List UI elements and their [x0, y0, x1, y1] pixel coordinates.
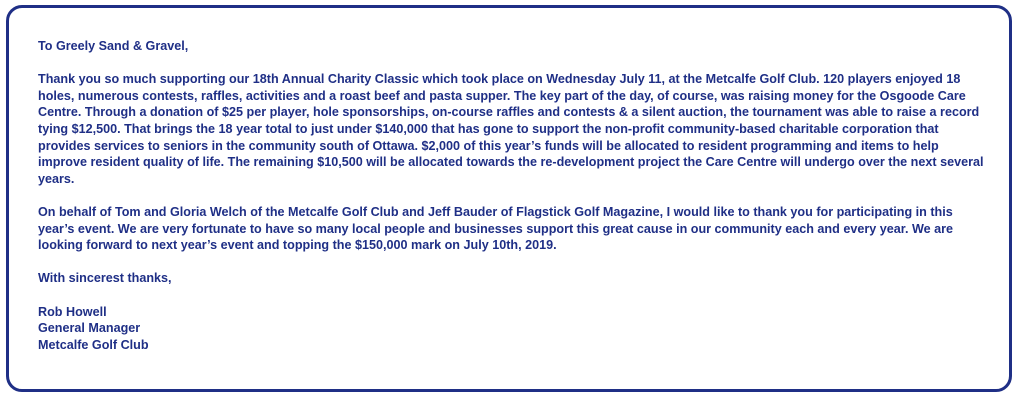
signature-name: Rob Howell	[38, 304, 107, 319]
salutation: To Greely Sand & Gravel,	[38, 39, 189, 53]
body-paragraph-2: On behalf of Tom and Gloria Welch of the Metcalfe Golf Club and Jeff Bauder of Flagstick Golf Magazine, I would like to thank you for participating in this year’s event. We are very fortunate to have so many local people and businesses support this great cause in our community each and every year. We are looking forward to next year’s event and topping the $150,000 mark on July 10th, 2019.	[38, 204, 954, 253]
closing: With sincerest thanks,	[38, 271, 172, 286]
signature-organization: Metcalfe Golf Club	[38, 337, 149, 352]
signature-title: General Manager	[38, 321, 141, 336]
thank-you-letter	[38, 38, 986, 353]
body-paragraph-1: Thank you so much supporting our 18th Annual Charity Classic which took place on Wednesday July 11, at the Metcalfe Golf Club. 120 players enjoyed 18 holes, numerous contests, raffles, activities and a roast beef and pasta supper. The key part of the day, of course, was raising money for the Osgoode Care Centre. Through a donation of $25 per player, hole sponsorships, on-course raffles and contests & a silent auction, the tournament was able to raise a record tying $12,500. That brings the 18 year total to just under $140,000 that has gone to support the non-profit community-based charitable corporation that provides services to seniors in the community south of Ottawa. $2,000 of this year’s funds will be allocated to resident programming and items to help improve resident quality of life. The remaining $10,500 will be allocated towards the re-development project the Care Centre will undergo over the next several years.	[38, 72, 984, 186]
